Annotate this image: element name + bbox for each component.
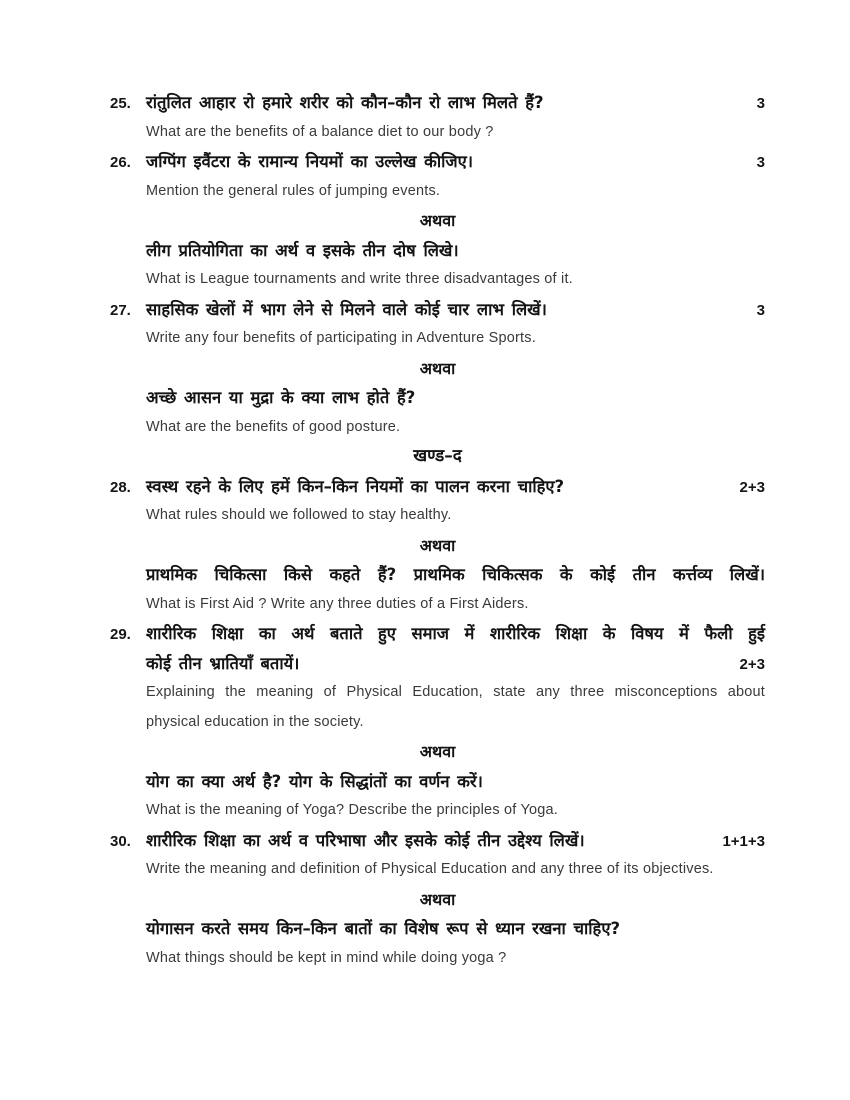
question-29-alt-hindi [110,767,765,797]
question-alt-text-english: What is League tournaments and write three disadvantages of it. [146,271,573,287]
question-29 [110,619,765,649]
question-marks: 2+3 [739,478,765,496]
question-26 [110,147,765,177]
question-29-hindi-line2 [110,649,765,679]
question-alt-text-hindi: लीग प्रतियोगिता का अर्थ व इसके तीन दोष लिखे। [146,240,459,260]
question-27 [110,295,765,325]
question-text-hindi: स्वस्थ रहने के लिए हमें किन–किन नियमों का पालन करना चाहिए? [146,476,565,496]
question-text-english: Write the meaning and definition of Physical Education and any three of its objectives. [146,861,714,877]
question-30-english [110,855,765,885]
question-alt-text-english: What things should be kept in mind while doing yoga ? [146,949,507,966]
question-28-alt-hindi [110,560,765,590]
question-text-hindi-line2: कोई तीन भ्रातियाँ बतायें। [146,653,300,673]
question-marks: 1+1+3 [722,832,765,850]
question-alt-text-english: What is the meaning of Yoga? Describe the principles of Yoga. [146,802,559,818]
question-text-hindi: शारीरिक शिक्षा का अर्थ व परिभाषा और इसके कोई तीन उद्देश्य लिखें। [146,830,585,850]
question-alt-text-hindi: योग का क्या अर्थ है? योग के सिद्धांतों का वर्णन करें। [146,771,483,791]
question-alt-text-hindi: प्राथमिक चिकित्सा किसे कहते हैं? प्राथमिक चिकित्सक के कोई तीन कर्त्तव्य लिखें। [146,565,765,584]
question-25 [110,88,765,118]
question-marks: 2+3 [739,655,765,673]
question-alt-text-english: What are the benefits of good posture. [146,418,401,435]
question-number: 29. [110,626,131,643]
question-text-english: What are the benefits of a balance diet to our body ? [146,123,494,140]
question-25-english [110,118,765,148]
question-marks: 3 [756,95,765,112]
question-28-english [110,501,765,531]
question-29-english-line2 [110,708,765,738]
question-alt-text-hindi: योगासन करते समय किन–किन बातों का विशेष रूप से ध्यान रखना चाहिए? [146,919,621,938]
question-number: 27. [110,301,131,319]
question-marks: 3 [756,154,765,171]
question-27-alt-hindi [110,383,765,413]
or-separator: अथवा [419,535,456,555]
question-28-alt-english [110,590,765,620]
questions-area [110,88,765,973]
question-number: 26. [110,154,131,171]
question-number: 30. [110,832,131,850]
question-27-alt-english [110,413,765,443]
question-text-english-line2: physical education in the society. [146,713,364,730]
question-marks: 3 [756,301,765,319]
question-text-hindi: साहसिक खेलों में भाग लेने से मिलने वाले कोई चार लाभ लिखें। [146,299,547,319]
question-text-english: What rules should we followed to stay healthy. [146,507,452,523]
question-26-alt-english [110,265,765,295]
question-28 [110,472,765,502]
question-alt-text-english: What is First Aid ? Write any three duties of a First Aiders. [146,595,529,612]
or-separator: अथवा [419,742,456,761]
question-30 [110,826,765,856]
question-text-english-line1: Explaining the meaning of Physical Education, state any three misconceptions about [146,684,765,700]
question-29-alt-english [110,796,765,826]
question-text-hindi-line1: शारीरिक शिक्षा का अर्थ बताते हुए समाज में शारीरिक शिक्षा के विषय में फैली हुई [146,624,765,643]
question-26-alt-hindi [110,236,765,266]
question-number: 25. [110,95,131,112]
question-30-alt-hindi [110,914,765,944]
question-text-english: Mention the general rules of jumping events. [146,182,441,199]
section-heading: खण्ड–द [413,446,462,466]
question-text-english: Write any four benefits of participating in Adventure Sports. [146,330,536,346]
question-26-english [110,177,765,207]
question-30-alt-english [110,944,765,974]
question-29-english-line1 [110,678,765,708]
question-27-english [110,324,765,354]
or-separator: अथवा [419,358,456,378]
or-separator: अथवा [419,211,456,230]
question-number: 28. [110,478,131,496]
or-separator: अथवा [419,889,456,909]
question-alt-text-hindi: अच्छे आसन या मुद्रा के क्या लाभ होते हैं? [146,388,416,407]
question-text-hindi: रांतुलित आहार रो हमारे शरीर को कौन–कौन रो लाभ मिलते हैं? [146,93,544,112]
question-text-hindi: जग्पिंग इवैंटरा के रामान्य नियमों का उल्लेख कीजिए। [146,152,474,171]
